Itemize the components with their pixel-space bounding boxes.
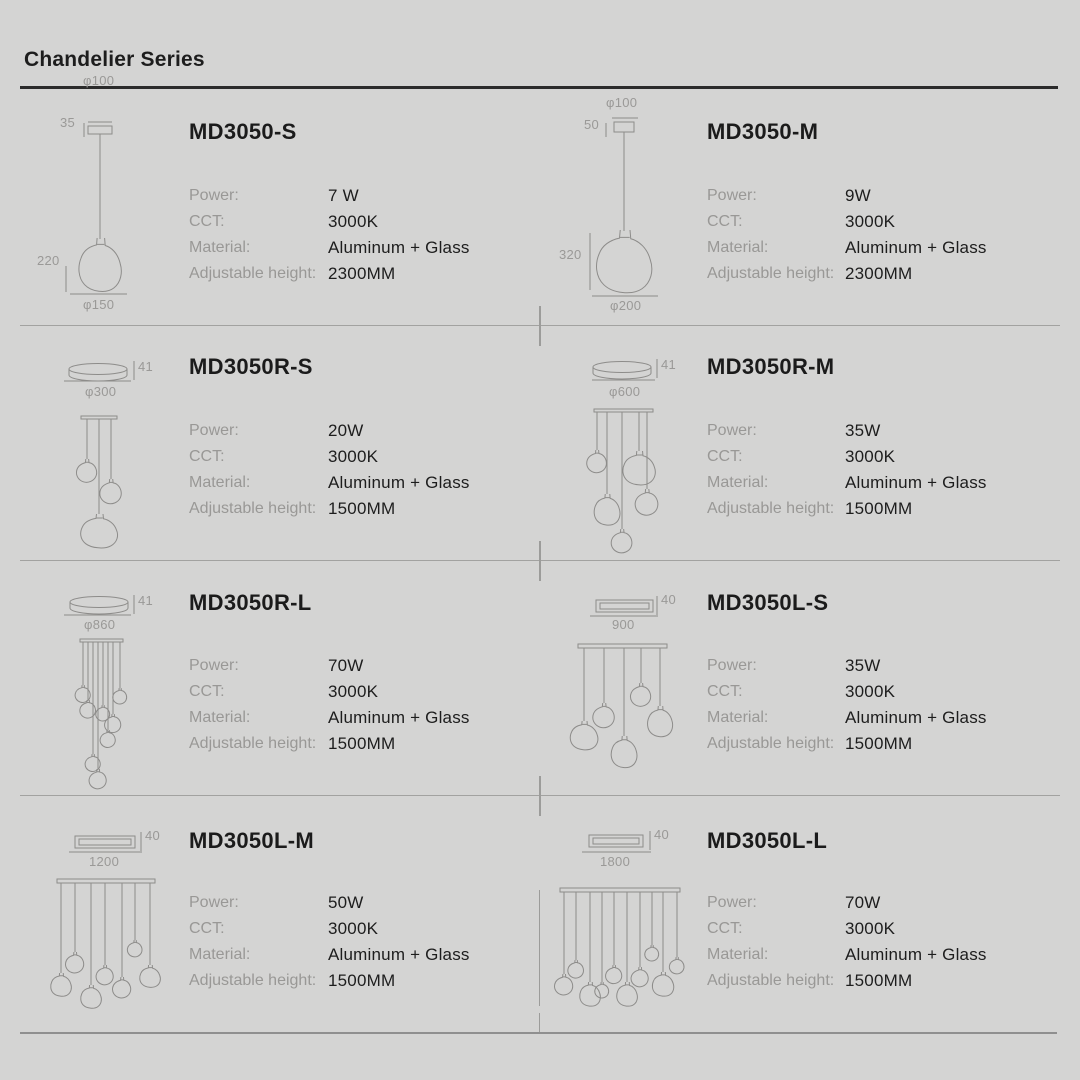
dimension-label: φ860 — [84, 617, 116, 632]
spec-value-material: Aluminum + Glass — [328, 708, 470, 727]
spec-label-material: Material: — [707, 239, 769, 256]
spec-value-power: 70W — [328, 656, 364, 675]
dimension-label: 41 — [661, 357, 677, 372]
spec-value-power: 9W — [845, 186, 871, 205]
spec-table — [189, 183, 470, 287]
spec-label-power: Power: — [189, 422, 239, 439]
spec-label-cct: CCT: — [189, 448, 225, 465]
spec-value-material: Aluminum + Glass — [328, 238, 470, 257]
spec-value-cct: 3000K — [328, 212, 379, 231]
spec-value-power: 70W — [845, 893, 881, 912]
spec-value-height: 1500MM — [328, 734, 396, 753]
spec-label-cct: CCT: — [189, 213, 225, 230]
spec-value-power: 35W — [845, 656, 881, 675]
model-name: MD3050R-L — [189, 590, 312, 615]
spec-value-cct: 3000K — [328, 919, 379, 938]
dimension-label: φ100 — [83, 73, 115, 88]
spec-value-cct: 3000K — [328, 682, 379, 701]
spec-value-power: 50W — [328, 893, 364, 912]
spec-value-material: Aluminum + Glass — [845, 473, 987, 492]
spec-table — [189, 653, 470, 757]
dimension-label: 41 — [138, 593, 154, 608]
dimension-label: 41 — [138, 359, 154, 374]
model-name: MD3050R-M — [707, 354, 835, 379]
spec-value-cct: 3000K — [845, 919, 896, 938]
spec-value-cct: 3000K — [845, 212, 896, 231]
spec-value-material: Aluminum + Glass — [845, 708, 987, 727]
dimension-label: 50 — [584, 117, 600, 132]
spec-table — [189, 418, 470, 522]
model-name: MD3050L-L — [707, 828, 828, 853]
drawing-md3050-s — [66, 122, 127, 294]
spec-value-power: 20W — [328, 421, 364, 440]
spec-label-material: Material: — [189, 474, 251, 491]
dimension-label: 40 — [661, 592, 677, 607]
spec-table — [707, 890, 987, 994]
spec-label-cct: CCT: — [707, 920, 743, 937]
spec-value-cct: 3000K — [845, 682, 896, 701]
dimension-label: 220 — [37, 253, 60, 268]
dimension-label: φ150 — [83, 297, 115, 312]
spec-label-power: Power: — [707, 894, 757, 911]
dimension-label: 40 — [145, 828, 161, 843]
spec-label-material: Material: — [707, 946, 769, 963]
spec-value-cct: 3000K — [845, 447, 896, 466]
spec-table — [707, 418, 987, 522]
spec-value-height: 2300MM — [328, 264, 396, 283]
spec-label-material: Material: — [707, 474, 769, 491]
dimension-label: φ300 — [85, 384, 117, 399]
spec-label-height: Adjustable height: — [189, 972, 317, 989]
spec-label-material: Material: — [189, 709, 251, 726]
model-name: MD3050R-S — [189, 354, 313, 379]
spec-label-height: Adjustable height: — [189, 265, 317, 282]
spec-label-cct: CCT: — [189, 683, 225, 700]
model-name: MD3050L-S — [707, 590, 829, 615]
spec-value-material: Aluminum + Glass — [328, 945, 470, 964]
dimension-label: 35 — [60, 115, 76, 130]
model-name: MD3050-S — [189, 119, 297, 144]
spec-label-height: Adjustable height: — [189, 500, 317, 517]
dimension-label: 320 — [559, 247, 582, 262]
drawing-md3050-m — [590, 118, 658, 296]
spec-label-height: Adjustable height: — [707, 735, 835, 752]
spec-value-height: 1500MM — [328, 499, 396, 518]
spec-value-height: 1500MM — [328, 971, 396, 990]
spec-value-power: 35W — [845, 421, 881, 440]
dimension-label: 1200 — [89, 854, 120, 869]
spec-value-material: Aluminum + Glass — [845, 238, 987, 257]
spec-value-height: 2300MM — [845, 264, 913, 283]
spec-value-power: 7 W — [328, 186, 359, 205]
spec-table — [189, 890, 470, 994]
spec-value-height: 1500MM — [845, 499, 913, 518]
spec-value-cct: 3000K — [328, 447, 379, 466]
dimension-label: 1800 — [600, 854, 631, 869]
model-name: MD3050-M — [707, 119, 819, 144]
spec-label-power: Power: — [189, 657, 239, 674]
dimension-label: 40 — [654, 827, 670, 842]
page-title: Chandelier Series — [24, 48, 205, 71]
spec-table — [707, 653, 987, 757]
spec-value-height: 1500MM — [845, 734, 913, 753]
spec-label-material: Material: — [707, 709, 769, 726]
model-name: MD3050L-M — [189, 828, 314, 853]
spec-label-cct: CCT: — [707, 683, 743, 700]
spec-label-power: Power: — [707, 187, 757, 204]
spec-table — [707, 183, 987, 287]
dimension-label: φ600 — [609, 384, 641, 399]
spec-label-material: Material: — [189, 239, 251, 256]
spec-label-power: Power: — [189, 187, 239, 204]
spec-label-material: Material: — [189, 946, 251, 963]
spec-label-cct: CCT: — [189, 920, 225, 937]
spec-label-cct: CCT: — [707, 448, 743, 465]
spec-label-height: Adjustable height: — [707, 972, 835, 989]
spec-label-height: Adjustable height: — [189, 735, 317, 752]
spec-value-material: Aluminum + Glass — [328, 473, 470, 492]
spec-label-height: Adjustable height: — [707, 265, 835, 282]
dimension-label: φ100 — [606, 95, 638, 110]
spec-label-power: Power: — [707, 422, 757, 439]
spec-label-power: Power: — [707, 657, 757, 674]
dimension-label: φ200 — [610, 298, 642, 313]
spec-label-height: Adjustable height: — [707, 500, 835, 517]
spec-label-cct: CCT: — [707, 213, 743, 230]
dimension-label: 900 — [612, 617, 635, 632]
spec-value-height: 1500MM — [845, 971, 913, 990]
spec-value-material: Aluminum + Glass — [845, 945, 987, 964]
spec-label-power: Power: — [189, 894, 239, 911]
